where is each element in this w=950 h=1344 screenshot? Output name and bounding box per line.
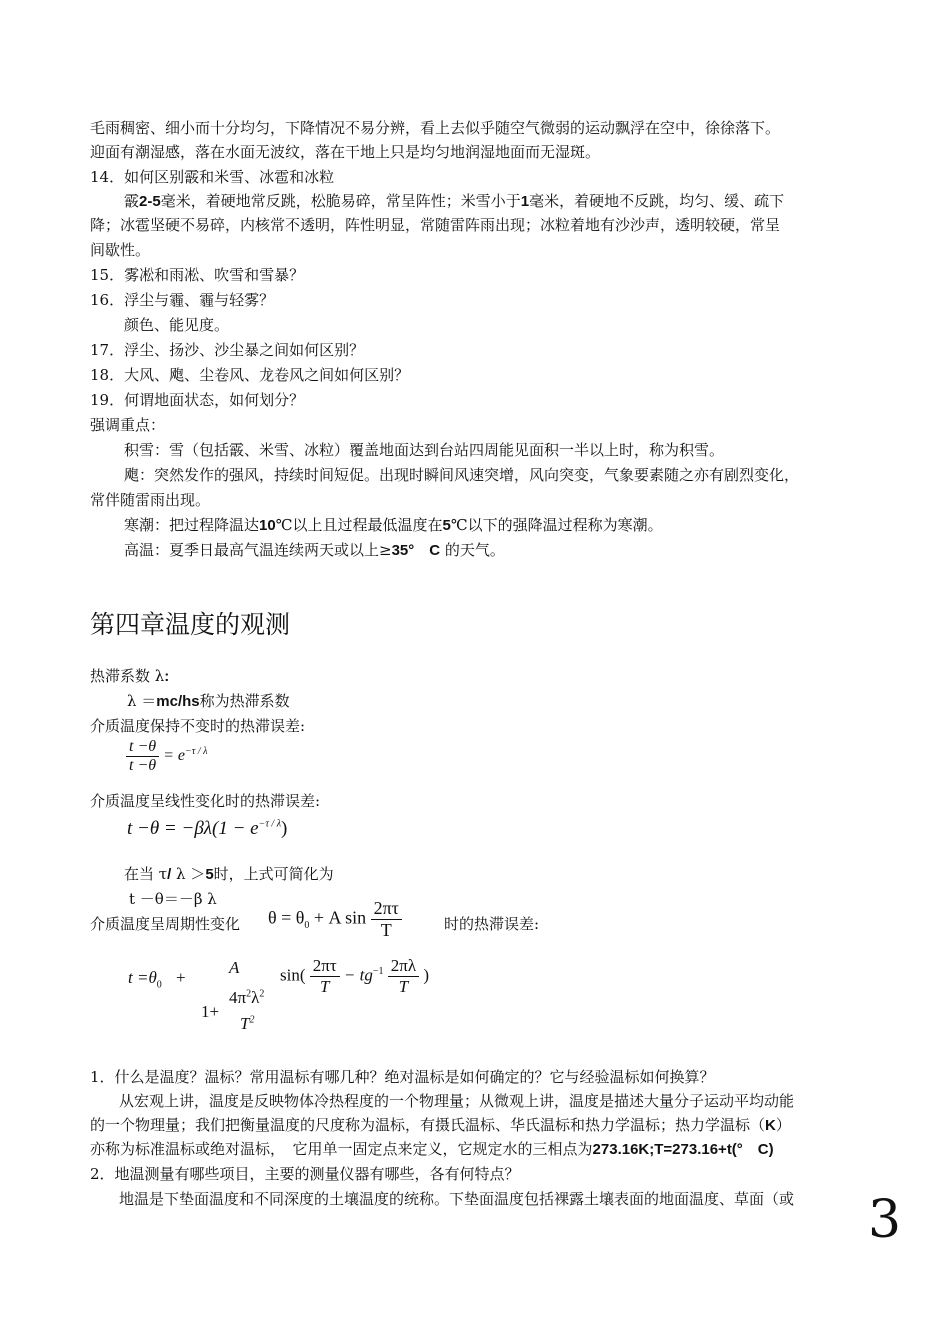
answer-14-line-1: 霰2-5毫米，着硬地常反跳，松脆易碎，常呈阵性；米雪小于1毫米，着硬地不反跳，均匀、缓、疏下: [124, 192, 785, 210]
linear-medium-label: 介质温度呈线性变化时的热滞误差:: [90, 792, 321, 810]
text-line: 迎面有潮湿感，落在水面无波纹，落在干地上只是均匀地润湿地面而无湿斑。: [90, 143, 601, 161]
question-17: 17．浮尘、扬沙、沙尘暴之间如何区别？: [90, 341, 365, 359]
formula-sine-term: sin( $\frac{2\pi\tau}{T}$ − $tg^{-1}$ $\frac{2\pi\lambda}{T}$ ): [280, 956, 430, 996]
simplify-condition: 在当 τ/ λ ＞5时，上式可简化为: [124, 865, 334, 883]
question-19: 19．何谓地面状态，如何划分？: [90, 391, 305, 409]
answer-1-line-3: 亦称为标准温标或绝对温标， 它用单一固定点来定义，它规定水的三相点为273.16K;T=273.16+t(° C): [90, 1140, 774, 1158]
formula-constant: $\frac{t -\theta}{t -\theta}$ = $e^{-\tau / \lambda}$: [126, 738, 207, 775]
question-2: 2．地温测量有哪些项目，主要的测量仪器有哪些，各有何特点？: [90, 1165, 520, 1183]
formula-denominator: $4\pi^2\lambda^2$: [229, 988, 265, 1007]
answer-2-line-1: 地温是下垫面温度和不同深度的土壤温度的统称。下垫面温度包括裸露土壤表面的地面温度、草面（或: [119, 1190, 795, 1208]
lag-coefficient-def: λ ＝mc/hs称为热滞系数: [127, 692, 290, 710]
snow-definition: 积雪：雪（包括霰、米雪、冰粒）覆盖地面达到台站四周能见面积一半以上时，称为积雪。: [124, 441, 725, 459]
answer-16: 颜色、能见度。: [124, 316, 230, 334]
periodic-medium-label: 介质温度呈周期性变化: [90, 915, 241, 933]
question-18: 18．大风、飑、尘卷风、龙卷风之间如何区别？: [90, 366, 410, 384]
formula-amplitude: A: [229, 958, 240, 977]
lag-coefficient-label: 热滞系数 λ:: [90, 667, 170, 685]
answer-14-line-2: 降；冰雹坚硬不易碎，内核常不透明，阵性明显，常随雷阵雨出现；冰粒着地有沙沙声，透明较硬，常呈: [90, 216, 781, 234]
constant-medium-label: 介质温度保持不变时的热滞误差:: [90, 717, 306, 735]
question-16: 16．浮尘与霾、霾与轻雾？: [90, 291, 275, 309]
formula-period: $T^2$: [240, 1014, 255, 1033]
cold-wave-definition: 寒潮：把过程降温达10℃以上且过程最低温度在5℃以下的强降温过程称为寒潮。: [124, 516, 663, 534]
periodic-medium-tail: 时的热滞误差:: [444, 915, 540, 933]
formula-periodic-theta: $\theta = \theta_0 + A$ sin $\frac{2\pi\tau}{T}$: [268, 898, 402, 941]
page-number: 3: [868, 1190, 902, 1250]
text-line: 毛雨稠密、细小而十分均匀，下降情况不易分辨，看上去似乎随空气微弱的运动飘浮在空中，徐徐落下。: [90, 119, 781, 137]
formula-one-plus: 1+: [201, 1002, 220, 1021]
question-15: 15．雾凇和雨凇、吹雪和雪暴？: [90, 266, 305, 284]
high-temp-definition: 高温：夏季日最高气温连续两天或以上≥35° C 的天气。: [124, 541, 505, 559]
question-14: 14．如何区别霰和米雪、冰雹和冰粒: [90, 168, 335, 186]
formula-periodic-error: $t =\theta_0$ +: [128, 968, 186, 991]
simplified-formula: t －θ＝－β λ: [129, 890, 217, 908]
chapter-title: 第四章温度的观测: [90, 610, 291, 639]
formula-linear: $t -\theta = -\beta\lambda(1 - e^{-\tau / \lambda})$: [127, 818, 288, 839]
squall-definition-1: 飑：突然发作的强风，持续时间短促。出现时瞬间风速突增，风向突变，气象要素随之亦有剧烈变化，: [124, 466, 800, 484]
emphasis-heading: 强调重点：: [90, 416, 166, 434]
answer-1-line-2: 的一个物理量；我们把衡量温度的尺度称为温标，有摄氏温标、华氏温标和热力学温标；热力学温标（K）: [90, 1116, 791, 1134]
squall-definition-2: 常伴随雷雨出现。: [90, 491, 211, 509]
answer-1-line-1: 从宏观上讲，温度是反映物体冷热程度的一个物理量；从微观上讲，温度是描述大量分子运动平均动能: [119, 1092, 795, 1110]
answer-14-line-3: 间歇性。: [90, 241, 151, 259]
question-1: 1．什么是温度？温标？常用温标有哪几种？绝对温标是如何确定的？它与经验温标如何换算？: [90, 1068, 715, 1086]
